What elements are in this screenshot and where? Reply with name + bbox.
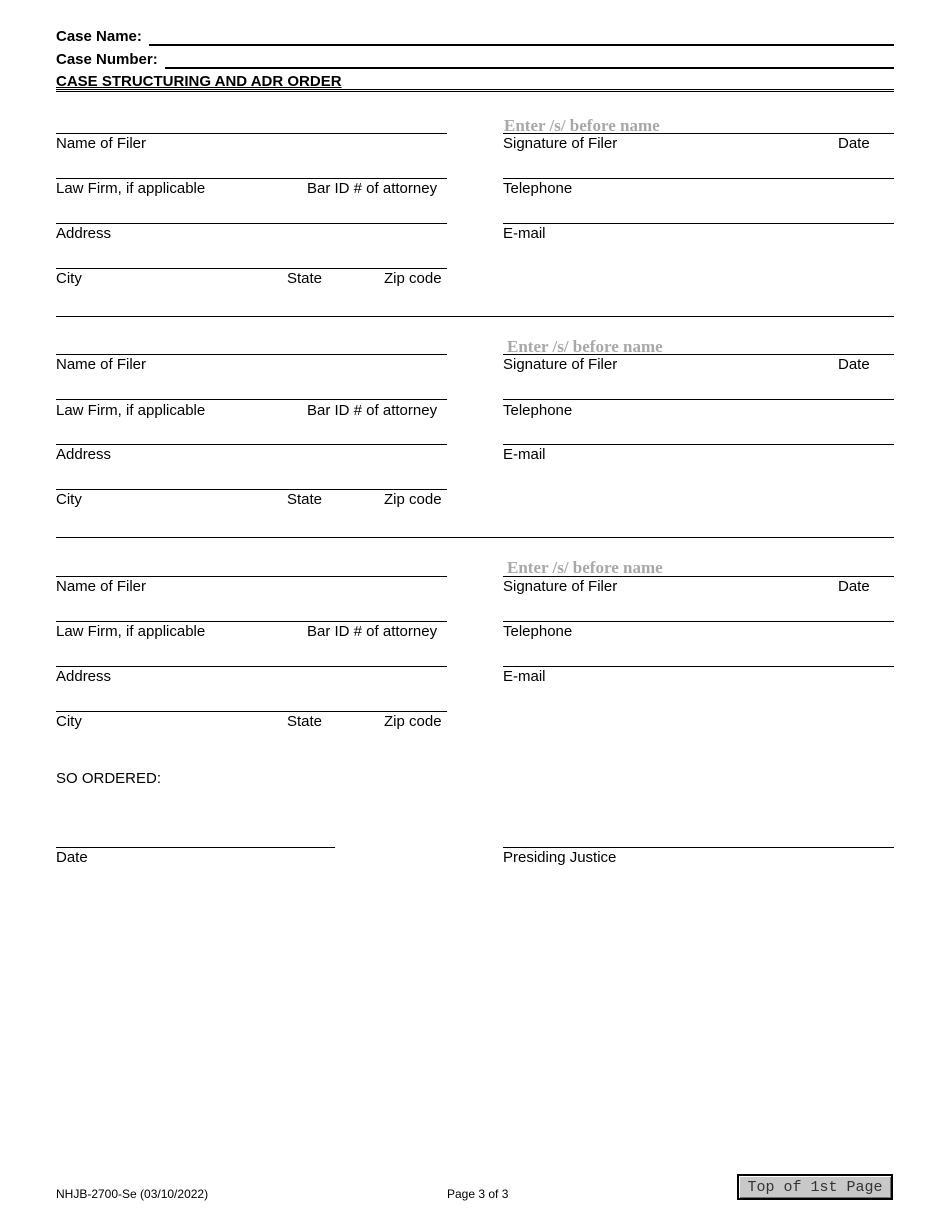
top-of-first-page-button[interactable]: Top of 1st Page: [737, 1174, 893, 1200]
address-label: Address: [56, 446, 112, 463]
signature-placeholder[interactable]: Enter /s/ before name: [507, 337, 663, 356]
telephone-field[interactable]: [503, 621, 894, 622]
signature-of-filer-label: Signature of Filer: [503, 135, 618, 152]
law-firm-label: Law Firm, if applicable: [56, 402, 206, 419]
city-state-zip-field[interactable]: [56, 268, 447, 269]
name-of-filer-field[interactable]: [56, 133, 447, 134]
signature-field[interactable]: [503, 133, 894, 134]
signature-of-filer-label: Signature of Filer: [503, 356, 618, 373]
law-firm-field[interactable]: [56, 621, 447, 622]
name-of-filer-field[interactable]: [56, 576, 447, 577]
city-label: City: [56, 270, 82, 287]
telephone-field[interactable]: [503, 399, 894, 400]
page-number: Page 3 of 3: [447, 1187, 509, 1201]
city-label: City: [56, 491, 82, 508]
name-of-filer-field[interactable]: [56, 354, 447, 355]
signature-field[interactable]: [503, 354, 894, 355]
telephone-label: Telephone: [503, 180, 573, 197]
signature-date-label: Date: [838, 135, 870, 152]
signature-field[interactable]: [503, 576, 894, 577]
state-label: State: [287, 270, 323, 287]
title-rule-2: [56, 91, 894, 92]
case-number-label: Case Number:: [56, 51, 158, 68]
presiding-justice-field[interactable]: [503, 847, 894, 848]
signature-placeholder[interactable]: Enter /s/ before name: [504, 116, 660, 135]
city-state-zip-field[interactable]: [56, 711, 447, 712]
telephone-field[interactable]: [503, 178, 894, 179]
signature-placeholder[interactable]: Enter /s/ before name: [507, 558, 663, 577]
bar-id-label: Bar ID # of attorney: [307, 623, 438, 640]
address-label: Address: [56, 225, 112, 242]
state-label: State: [287, 491, 323, 508]
presiding-justice-label: Presiding Justice: [503, 849, 617, 866]
law-firm-field[interactable]: [56, 178, 447, 179]
address-field[interactable]: [56, 444, 447, 445]
bar-id-label: Bar ID # of attorney: [307, 180, 438, 197]
name-of-filer-label: Name of Filer: [56, 135, 147, 152]
telephone-label: Telephone: [503, 402, 573, 419]
city-state-zip-field[interactable]: [56, 489, 447, 490]
email-label: E-mail: [503, 668, 546, 685]
case-name-label: Case Name:: [56, 28, 142, 45]
signature-of-filer-label: Signature of Filer: [503, 578, 618, 595]
block-divider-1: [56, 316, 894, 317]
zip-label: Zip code: [384, 270, 442, 287]
order-date-label: Date: [56, 849, 88, 866]
email-label: E-mail: [503, 225, 546, 242]
signature-date-label: Date: [838, 356, 870, 373]
case-number-field[interactable]: [165, 67, 894, 69]
zip-label: Zip code: [384, 491, 442, 508]
address-field[interactable]: [56, 666, 447, 667]
title-rule: [56, 89, 894, 90]
bar-id-label: Bar ID # of attorney: [307, 402, 438, 419]
email-field[interactable]: [503, 444, 894, 445]
law-firm-label: Law Firm, if applicable: [56, 623, 206, 640]
city-label: City: [56, 713, 82, 730]
address-field[interactable]: [56, 223, 447, 224]
name-of-filer-label: Name of Filer: [56, 356, 147, 373]
email-field[interactable]: [503, 223, 894, 224]
address-label: Address: [56, 668, 112, 685]
form-title: CASE STRUCTURING AND ADR ORDER: [56, 73, 342, 90]
name-of-filer-label: Name of Filer: [56, 578, 147, 595]
zip-label: Zip code: [384, 713, 442, 730]
law-firm-field[interactable]: [56, 399, 447, 400]
email-field[interactable]: [503, 666, 894, 667]
email-label: E-mail: [503, 446, 546, 463]
telephone-label: Telephone: [503, 623, 573, 640]
signature-date-label: Date: [838, 578, 870, 595]
form-id: NHJB-2700-Se (03/10/2022): [56, 1187, 209, 1201]
so-ordered-label: SO ORDERED:: [56, 770, 162, 787]
case-name-field[interactable]: [149, 44, 894, 46]
state-label: State: [287, 713, 323, 730]
block-divider-2: [56, 537, 894, 538]
order-date-field[interactable]: [56, 847, 335, 848]
law-firm-label: Law Firm, if applicable: [56, 180, 206, 197]
